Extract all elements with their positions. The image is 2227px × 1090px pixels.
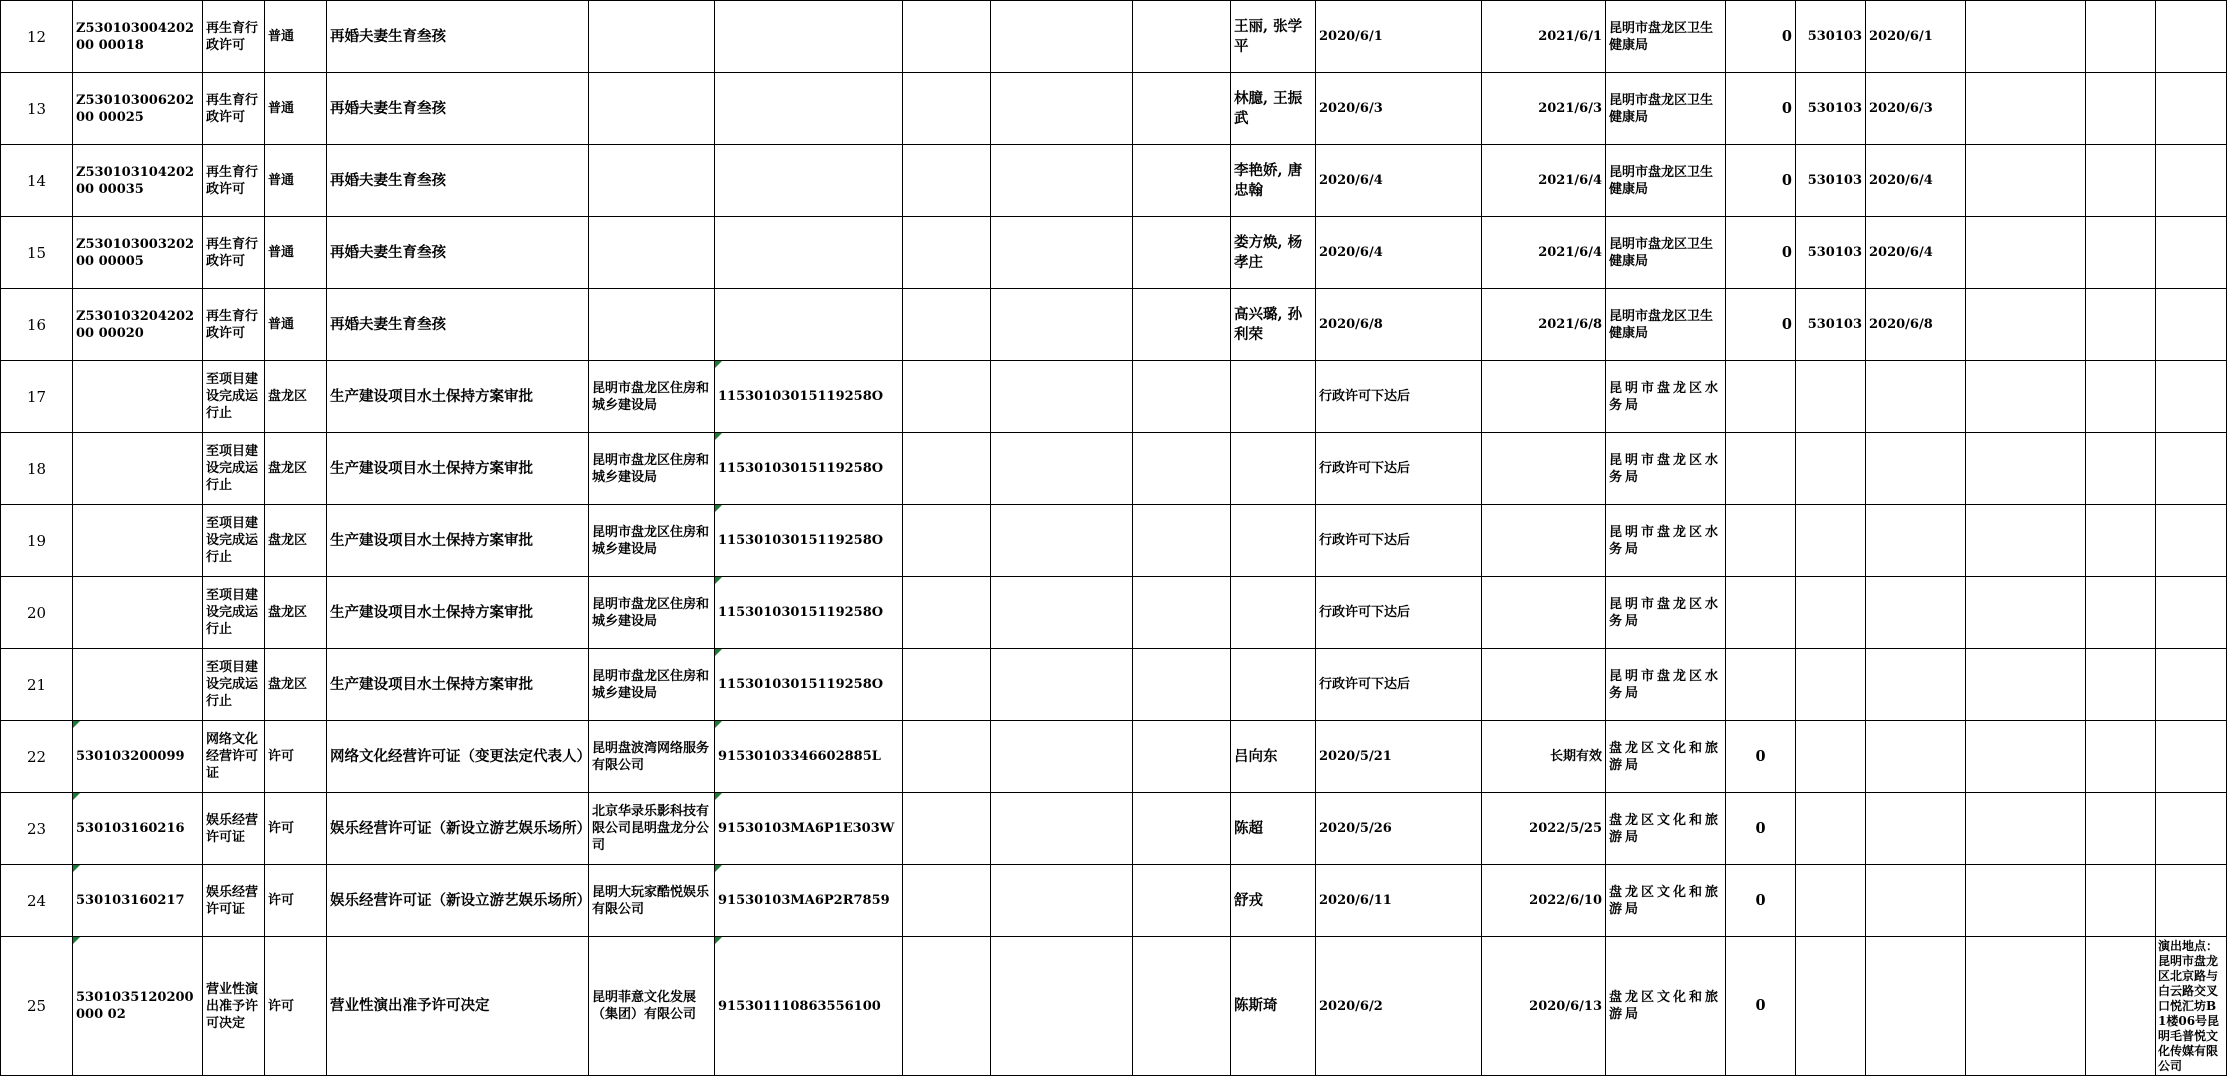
area-code-cell: [1796, 721, 1866, 793]
start-date-cell: 行政许可下达后: [1316, 649, 1482, 721]
license-code-cell: 5301035120200000 02: [73, 937, 203, 1076]
end-date-cell: 2022/5/25: [1482, 793, 1606, 865]
empty-cell: [1966, 361, 2086, 433]
license-type-cell: 至项目建设完成运行止: [203, 505, 265, 577]
license-type-cell: 再生育行政许可: [203, 1, 265, 73]
empty-cell: [903, 505, 991, 577]
credit-code-cell: 11530103015119258O: [715, 577, 903, 649]
empty-cell: [1133, 1, 1231, 73]
remark-cell: [2156, 793, 2227, 865]
license-name-cell: 生产建设项目水土保持方案审批: [327, 361, 589, 433]
row-number: 21: [1, 649, 73, 721]
empty-cell: [2086, 505, 2156, 577]
authority-cell: 盘龙区文化和旅游局: [1606, 937, 1726, 1076]
organization-cell: 昆明市盘龙区住房和城乡建设局: [589, 361, 715, 433]
end-date-cell: 2021/6/4: [1482, 145, 1606, 217]
table-row: [1, 289, 2227, 361]
empty-cell: [991, 217, 1133, 289]
empty-cell: [2086, 217, 2156, 289]
license-code-cell: Z53010320420200 00020: [73, 289, 203, 361]
license-type-cell: 再生育行政许可: [203, 73, 265, 145]
status-cell: 0: [1726, 289, 1796, 361]
empty-cell: [903, 145, 991, 217]
empty-cell: [903, 649, 991, 721]
empty-cell: [903, 73, 991, 145]
table-row: [1, 217, 2227, 289]
area-code-cell: 530103: [1796, 289, 1866, 361]
empty-cell: [1966, 289, 2086, 361]
row-number: 18: [1, 433, 73, 505]
empty-cell: [1133, 793, 1231, 865]
license-level-cell: 盘龙区: [265, 649, 327, 721]
license-type-cell: 至项目建设完成运行止: [203, 433, 265, 505]
empty-cell: [1966, 505, 2086, 577]
empty-cell: [991, 937, 1133, 1076]
table-row: [1, 73, 2227, 145]
update-date-cell: 2020/6/4: [1866, 145, 1966, 217]
legal-person-cell: [1231, 577, 1316, 649]
empty-cell: [1133, 361, 1231, 433]
table-row: [1, 721, 2227, 793]
update-date-cell: 2020/6/8: [1866, 289, 1966, 361]
authority-cell: 昆明市盘龙区水务局: [1606, 361, 1726, 433]
authority-cell: 盘龙区文化和旅游局: [1606, 865, 1726, 937]
update-date-cell: [1866, 361, 1966, 433]
license-code-cell: [73, 361, 203, 433]
empty-cell: [903, 577, 991, 649]
start-date-cell: 2020/6/3: [1316, 73, 1482, 145]
credit-code-cell: [715, 73, 903, 145]
authority-cell: 昆明市盘龙区水务局: [1606, 433, 1726, 505]
empty-cell: [1966, 73, 2086, 145]
table-row: [1, 361, 2227, 433]
status-cell: 0: [1726, 1, 1796, 73]
empty-cell: [991, 145, 1133, 217]
table-row: [1, 145, 2227, 217]
empty-cell: [1966, 793, 2086, 865]
authority-cell: 昆明市盘龙区水务局: [1606, 577, 1726, 649]
remark-cell: [2156, 289, 2227, 361]
organization-cell: 昆明盘波湾网络服务有限公司: [589, 721, 715, 793]
update-date-cell: [1866, 793, 1966, 865]
empty-cell: [1133, 721, 1231, 793]
legal-person-cell: 林臆, 王振武: [1231, 73, 1316, 145]
start-date-cell: 2020/6/2: [1316, 937, 1482, 1076]
empty-cell: [991, 361, 1133, 433]
license-code-cell: Z53010300320200 00005: [73, 217, 203, 289]
authority-cell: 昆明市盘龙区卫生健康局: [1606, 217, 1726, 289]
license-level-cell: 普通: [265, 145, 327, 217]
license-level-cell: 普通: [265, 289, 327, 361]
end-date-cell: 长期有效: [1482, 721, 1606, 793]
empty-cell: [2086, 433, 2156, 505]
status-cell: [1726, 649, 1796, 721]
empty-cell: [1133, 865, 1231, 937]
area-code-cell: [1796, 361, 1866, 433]
start-date-cell: 行政许可下达后: [1316, 577, 1482, 649]
authority-cell: 盘龙区文化和旅游局: [1606, 793, 1726, 865]
status-cell: [1726, 361, 1796, 433]
remark-cell: 演出地点：昆明市盘龙区北京路与白云路交叉口悦汇坊B1楼06号昆明毛普悦文化传媒有限公司: [2156, 937, 2227, 1076]
update-date-cell: 2020/6/3: [1866, 73, 1966, 145]
credit-code-cell: [715, 217, 903, 289]
remark-cell: [2156, 73, 2227, 145]
license-type-cell: 再生育行政许可: [203, 289, 265, 361]
license-level-cell: 许可: [265, 721, 327, 793]
organization-cell: [589, 217, 715, 289]
row-number: 13: [1, 73, 73, 145]
empty-cell: [1133, 145, 1231, 217]
row-number: 19: [1, 505, 73, 577]
area-code-cell: [1796, 433, 1866, 505]
update-date-cell: 2020/6/1: [1866, 1, 1966, 73]
empty-cell: [2086, 793, 2156, 865]
license-name-cell: 生产建设项目水土保持方案审批: [327, 433, 589, 505]
row-number: 15: [1, 217, 73, 289]
start-date-cell: 2020/6/11: [1316, 865, 1482, 937]
end-date-cell: 2021/6/3: [1482, 73, 1606, 145]
license-type-cell: 至项目建设完成运行止: [203, 577, 265, 649]
license-level-cell: 许可: [265, 937, 327, 1076]
organization-cell: 昆明市盘龙区住房和城乡建设局: [589, 433, 715, 505]
table-row: [1, 649, 2227, 721]
table-row: [1, 793, 2227, 865]
update-date-cell: [1866, 937, 1966, 1076]
end-date-cell: [1482, 361, 1606, 433]
organization-cell: 昆明市盘龙区住房和城乡建设局: [589, 505, 715, 577]
license-code-cell: Z53010300620200 00025: [73, 73, 203, 145]
end-date-cell: 2022/6/10: [1482, 865, 1606, 937]
status-cell: [1726, 505, 1796, 577]
empty-cell: [2086, 361, 2156, 433]
license-name-cell: 生产建设项目水土保持方案审批: [327, 649, 589, 721]
credit-code-cell: 11530103015119258O: [715, 649, 903, 721]
credit-code-cell: [715, 289, 903, 361]
row-number: 24: [1, 865, 73, 937]
license-level-cell: 普通: [265, 73, 327, 145]
license-type-cell: 至项目建设完成运行止: [203, 649, 265, 721]
empty-cell: [1133, 577, 1231, 649]
empty-cell: [991, 289, 1133, 361]
empty-cell: [1133, 649, 1231, 721]
organization-cell: [589, 1, 715, 73]
remark-cell: [2156, 649, 2227, 721]
credit-code-cell: [715, 145, 903, 217]
license-level-cell: 盘龙区: [265, 433, 327, 505]
area-code-cell: [1796, 865, 1866, 937]
empty-cell: [903, 721, 991, 793]
start-date-cell: 行政许可下达后: [1316, 433, 1482, 505]
table-row: [1, 433, 2227, 505]
license-code-cell: [73, 505, 203, 577]
license-code-cell: 530103160216: [73, 793, 203, 865]
license-code-cell: 530103160217: [73, 865, 203, 937]
empty-cell: [991, 505, 1133, 577]
authority-cell: 昆明市盘龙区卫生健康局: [1606, 1, 1726, 73]
empty-cell: [1133, 433, 1231, 505]
license-name-cell: 娱乐经营许可证（新设立游艺娱乐场所）: [327, 865, 589, 937]
update-date-cell: [1866, 649, 1966, 721]
empty-cell: [1966, 145, 2086, 217]
credit-code-cell: 91530103MA6P2R7859: [715, 865, 903, 937]
empty-cell: [903, 289, 991, 361]
license-type-cell: 娱乐经营许可证: [203, 793, 265, 865]
empty-cell: [2086, 649, 2156, 721]
empty-cell: [903, 217, 991, 289]
end-date-cell: [1482, 577, 1606, 649]
empty-cell: [1966, 1, 2086, 73]
empty-cell: [991, 577, 1133, 649]
authority-cell: 昆明市盘龙区卫生健康局: [1606, 289, 1726, 361]
end-date-cell: [1482, 649, 1606, 721]
update-date-cell: [1866, 505, 1966, 577]
empty-cell: [1966, 217, 2086, 289]
status-cell: 0: [1726, 793, 1796, 865]
empty-cell: [1966, 865, 2086, 937]
empty-cell: [1133, 937, 1231, 1076]
organization-cell: 昆明市盘龙区住房和城乡建设局: [589, 649, 715, 721]
area-code-cell: 530103: [1796, 217, 1866, 289]
start-date-cell: 2020/5/26: [1316, 793, 1482, 865]
legal-person-cell: 李艳娇, 唐忠翰: [1231, 145, 1316, 217]
empty-cell: [2086, 721, 2156, 793]
license-type-cell: 网络文化经营许可证: [203, 721, 265, 793]
row-number: 17: [1, 361, 73, 433]
status-cell: 0: [1726, 73, 1796, 145]
end-date-cell: [1482, 433, 1606, 505]
start-date-cell: 2020/6/4: [1316, 145, 1482, 217]
row-number: 14: [1, 145, 73, 217]
organization-cell: 昆明市盘龙区住房和城乡建设局: [589, 577, 715, 649]
license-type-cell: 至项目建设完成运行止: [203, 361, 265, 433]
status-cell: 0: [1726, 217, 1796, 289]
legal-person-cell: 高兴璐, 孙利荣: [1231, 289, 1316, 361]
update-date-cell: [1866, 721, 1966, 793]
empty-cell: [1133, 505, 1231, 577]
area-code-cell: [1796, 649, 1866, 721]
table-row: [1, 865, 2227, 937]
license-name-cell: 再婚夫妻生育叁孩: [327, 217, 589, 289]
empty-cell: [1133, 289, 1231, 361]
remark-cell: [2156, 505, 2227, 577]
empty-cell: [991, 865, 1133, 937]
empty-cell: [2086, 145, 2156, 217]
area-code-cell: 530103: [1796, 1, 1866, 73]
table-row: [1, 577, 2227, 649]
license-type-cell: 营业性演出准予许可决定: [203, 937, 265, 1076]
status-cell: [1726, 577, 1796, 649]
empty-cell: [2086, 577, 2156, 649]
remark-cell: [2156, 721, 2227, 793]
license-level-cell: 许可: [265, 865, 327, 937]
update-date-cell: 2020/6/4: [1866, 217, 1966, 289]
area-code-cell: [1796, 577, 1866, 649]
organization-cell: [589, 289, 715, 361]
license-level-cell: 许可: [265, 793, 327, 865]
license-name-cell: 网络文化经营许可证（变更法定代表人）: [327, 721, 589, 793]
authority-cell: 昆明市盘龙区水务局: [1606, 649, 1726, 721]
remark-cell: [2156, 1, 2227, 73]
authority-cell: 昆明市盘龙区水务局: [1606, 505, 1726, 577]
license-level-cell: 盘龙区: [265, 361, 327, 433]
credit-code-cell: 915301110863556100: [715, 937, 903, 1076]
start-date-cell: 2020/5/21: [1316, 721, 1482, 793]
area-code-cell: 530103: [1796, 145, 1866, 217]
area-code-cell: [1796, 937, 1866, 1076]
empty-cell: [1966, 937, 2086, 1076]
empty-cell: [1966, 433, 2086, 505]
license-name-cell: 再婚夫妻生育叁孩: [327, 289, 589, 361]
empty-cell: [1966, 577, 2086, 649]
remark-cell: [2156, 433, 2227, 505]
legal-person-cell: 娄方焕, 杨孝庄: [1231, 217, 1316, 289]
organization-cell: [589, 145, 715, 217]
license-level-cell: 盘龙区: [265, 505, 327, 577]
row-number: 20: [1, 577, 73, 649]
organization-cell: 昆明大玩家酷悦娱乐有限公司: [589, 865, 715, 937]
empty-cell: [991, 721, 1133, 793]
license-name-cell: 再婚夫妻生育叁孩: [327, 73, 589, 145]
empty-cell: [2086, 289, 2156, 361]
row-number: 12: [1, 1, 73, 73]
end-date-cell: [1482, 505, 1606, 577]
start-date-cell: 2020/6/8: [1316, 289, 1482, 361]
empty-cell: [903, 361, 991, 433]
organization-cell: [589, 73, 715, 145]
license-name-cell: 再婚夫妻生育叁孩: [327, 145, 589, 217]
license-code-cell: [73, 649, 203, 721]
row-number: 23: [1, 793, 73, 865]
empty-cell: [903, 433, 991, 505]
remark-cell: [2156, 217, 2227, 289]
area-code-cell: [1796, 793, 1866, 865]
remark-cell: [2156, 361, 2227, 433]
update-date-cell: [1866, 577, 1966, 649]
license-level-cell: 普通: [265, 217, 327, 289]
end-date-cell: 2020/6/13: [1482, 937, 1606, 1076]
empty-cell: [903, 1, 991, 73]
credit-code-cell: 11530103015119258O: [715, 361, 903, 433]
empty-cell: [2086, 73, 2156, 145]
license-code-cell: [73, 433, 203, 505]
legal-person-cell: [1231, 505, 1316, 577]
authority-cell: 昆明市盘龙区卫生健康局: [1606, 73, 1726, 145]
empty-cell: [991, 793, 1133, 865]
status-cell: 0: [1726, 865, 1796, 937]
area-code-cell: [1796, 505, 1866, 577]
empty-cell: [2086, 865, 2156, 937]
license-name-cell: 再婚夫妻生育叁孩: [327, 1, 589, 73]
legal-person-cell: [1231, 433, 1316, 505]
update-date-cell: [1866, 433, 1966, 505]
license-level-cell: 普通: [265, 1, 327, 73]
empty-cell: [1966, 721, 2086, 793]
empty-cell: [991, 73, 1133, 145]
license-code-cell: [73, 577, 203, 649]
license-name-cell: 营业性演出准予许可决定: [327, 937, 589, 1076]
remark-cell: [2156, 577, 2227, 649]
credit-code-cell: 11530103015119258O: [715, 505, 903, 577]
area-code-cell: 530103: [1796, 73, 1866, 145]
credit-code-cell: [715, 1, 903, 73]
start-date-cell: 行政许可下达后: [1316, 505, 1482, 577]
license-code-cell: 530103200099: [73, 721, 203, 793]
organization-cell: 昆明菲意文化发展（集团）有限公司: [589, 937, 715, 1076]
status-cell: 0: [1726, 145, 1796, 217]
table-row: [1, 937, 2227, 1076]
license-name-cell: 娱乐经营许可证（新设立游艺娱乐场所）: [327, 793, 589, 865]
legal-person-cell: 舒戎: [1231, 865, 1316, 937]
empty-cell: [1966, 649, 2086, 721]
legal-person-cell: 陈斯琦: [1231, 937, 1316, 1076]
license-type-cell: 再生育行政许可: [203, 217, 265, 289]
start-date-cell: 行政许可下达后: [1316, 361, 1482, 433]
license-name-cell: 生产建设项目水土保持方案审批: [327, 577, 589, 649]
end-date-cell: 2021/6/8: [1482, 289, 1606, 361]
end-date-cell: 2021/6/4: [1482, 217, 1606, 289]
start-date-cell: 2020/6/4: [1316, 217, 1482, 289]
credit-code-cell: 91530103346602885L: [715, 721, 903, 793]
status-cell: [1726, 433, 1796, 505]
license-name-cell: 生产建设项目水土保持方案审批: [327, 505, 589, 577]
authority-cell: 昆明市盘龙区卫生健康局: [1606, 145, 1726, 217]
legal-person-cell: 陈超: [1231, 793, 1316, 865]
table-row: [1, 1, 2227, 73]
legal-person-cell: [1231, 649, 1316, 721]
legal-person-cell: 吕向东: [1231, 721, 1316, 793]
license-level-cell: 盘龙区: [265, 577, 327, 649]
status-cell: 0: [1726, 937, 1796, 1076]
remark-cell: [2156, 865, 2227, 937]
row-number: 25: [1, 937, 73, 1076]
row-number: 16: [1, 289, 73, 361]
remark-cell: [2156, 145, 2227, 217]
legal-person-cell: [1231, 361, 1316, 433]
empty-cell: [903, 793, 991, 865]
empty-cell: [991, 1, 1133, 73]
status-cell: 0: [1726, 721, 1796, 793]
credit-code-cell: 11530103015119258O: [715, 433, 903, 505]
organization-cell: 北京华录乐影科技有限公司昆明盘龙分公司: [589, 793, 715, 865]
license-type-cell: 再生育行政许可: [203, 145, 265, 217]
empty-cell: [2086, 1, 2156, 73]
empty-cell: [1133, 73, 1231, 145]
empty-cell: [2086, 937, 2156, 1076]
license-code-cell: Z53010310420200 00035: [73, 145, 203, 217]
empty-cell: [903, 865, 991, 937]
credit-code-cell: 91530103MA6P1E303W: [715, 793, 903, 865]
table-row: [1, 505, 2227, 577]
empty-cell: [991, 649, 1133, 721]
end-date-cell: 2021/6/1: [1482, 1, 1606, 73]
authority-cell: 盘龙区文化和旅游局: [1606, 721, 1726, 793]
empty-cell: [991, 433, 1133, 505]
start-date-cell: 2020/6/1: [1316, 1, 1482, 73]
license-type-cell: 娱乐经营许可证: [203, 865, 265, 937]
empty-cell: [903, 937, 991, 1076]
update-date-cell: [1866, 865, 1966, 937]
empty-cell: [1133, 217, 1231, 289]
license-code-cell: Z53010300420200 00018: [73, 1, 203, 73]
row-number: 22: [1, 721, 73, 793]
legal-person-cell: 王丽, 张学平: [1231, 1, 1316, 73]
